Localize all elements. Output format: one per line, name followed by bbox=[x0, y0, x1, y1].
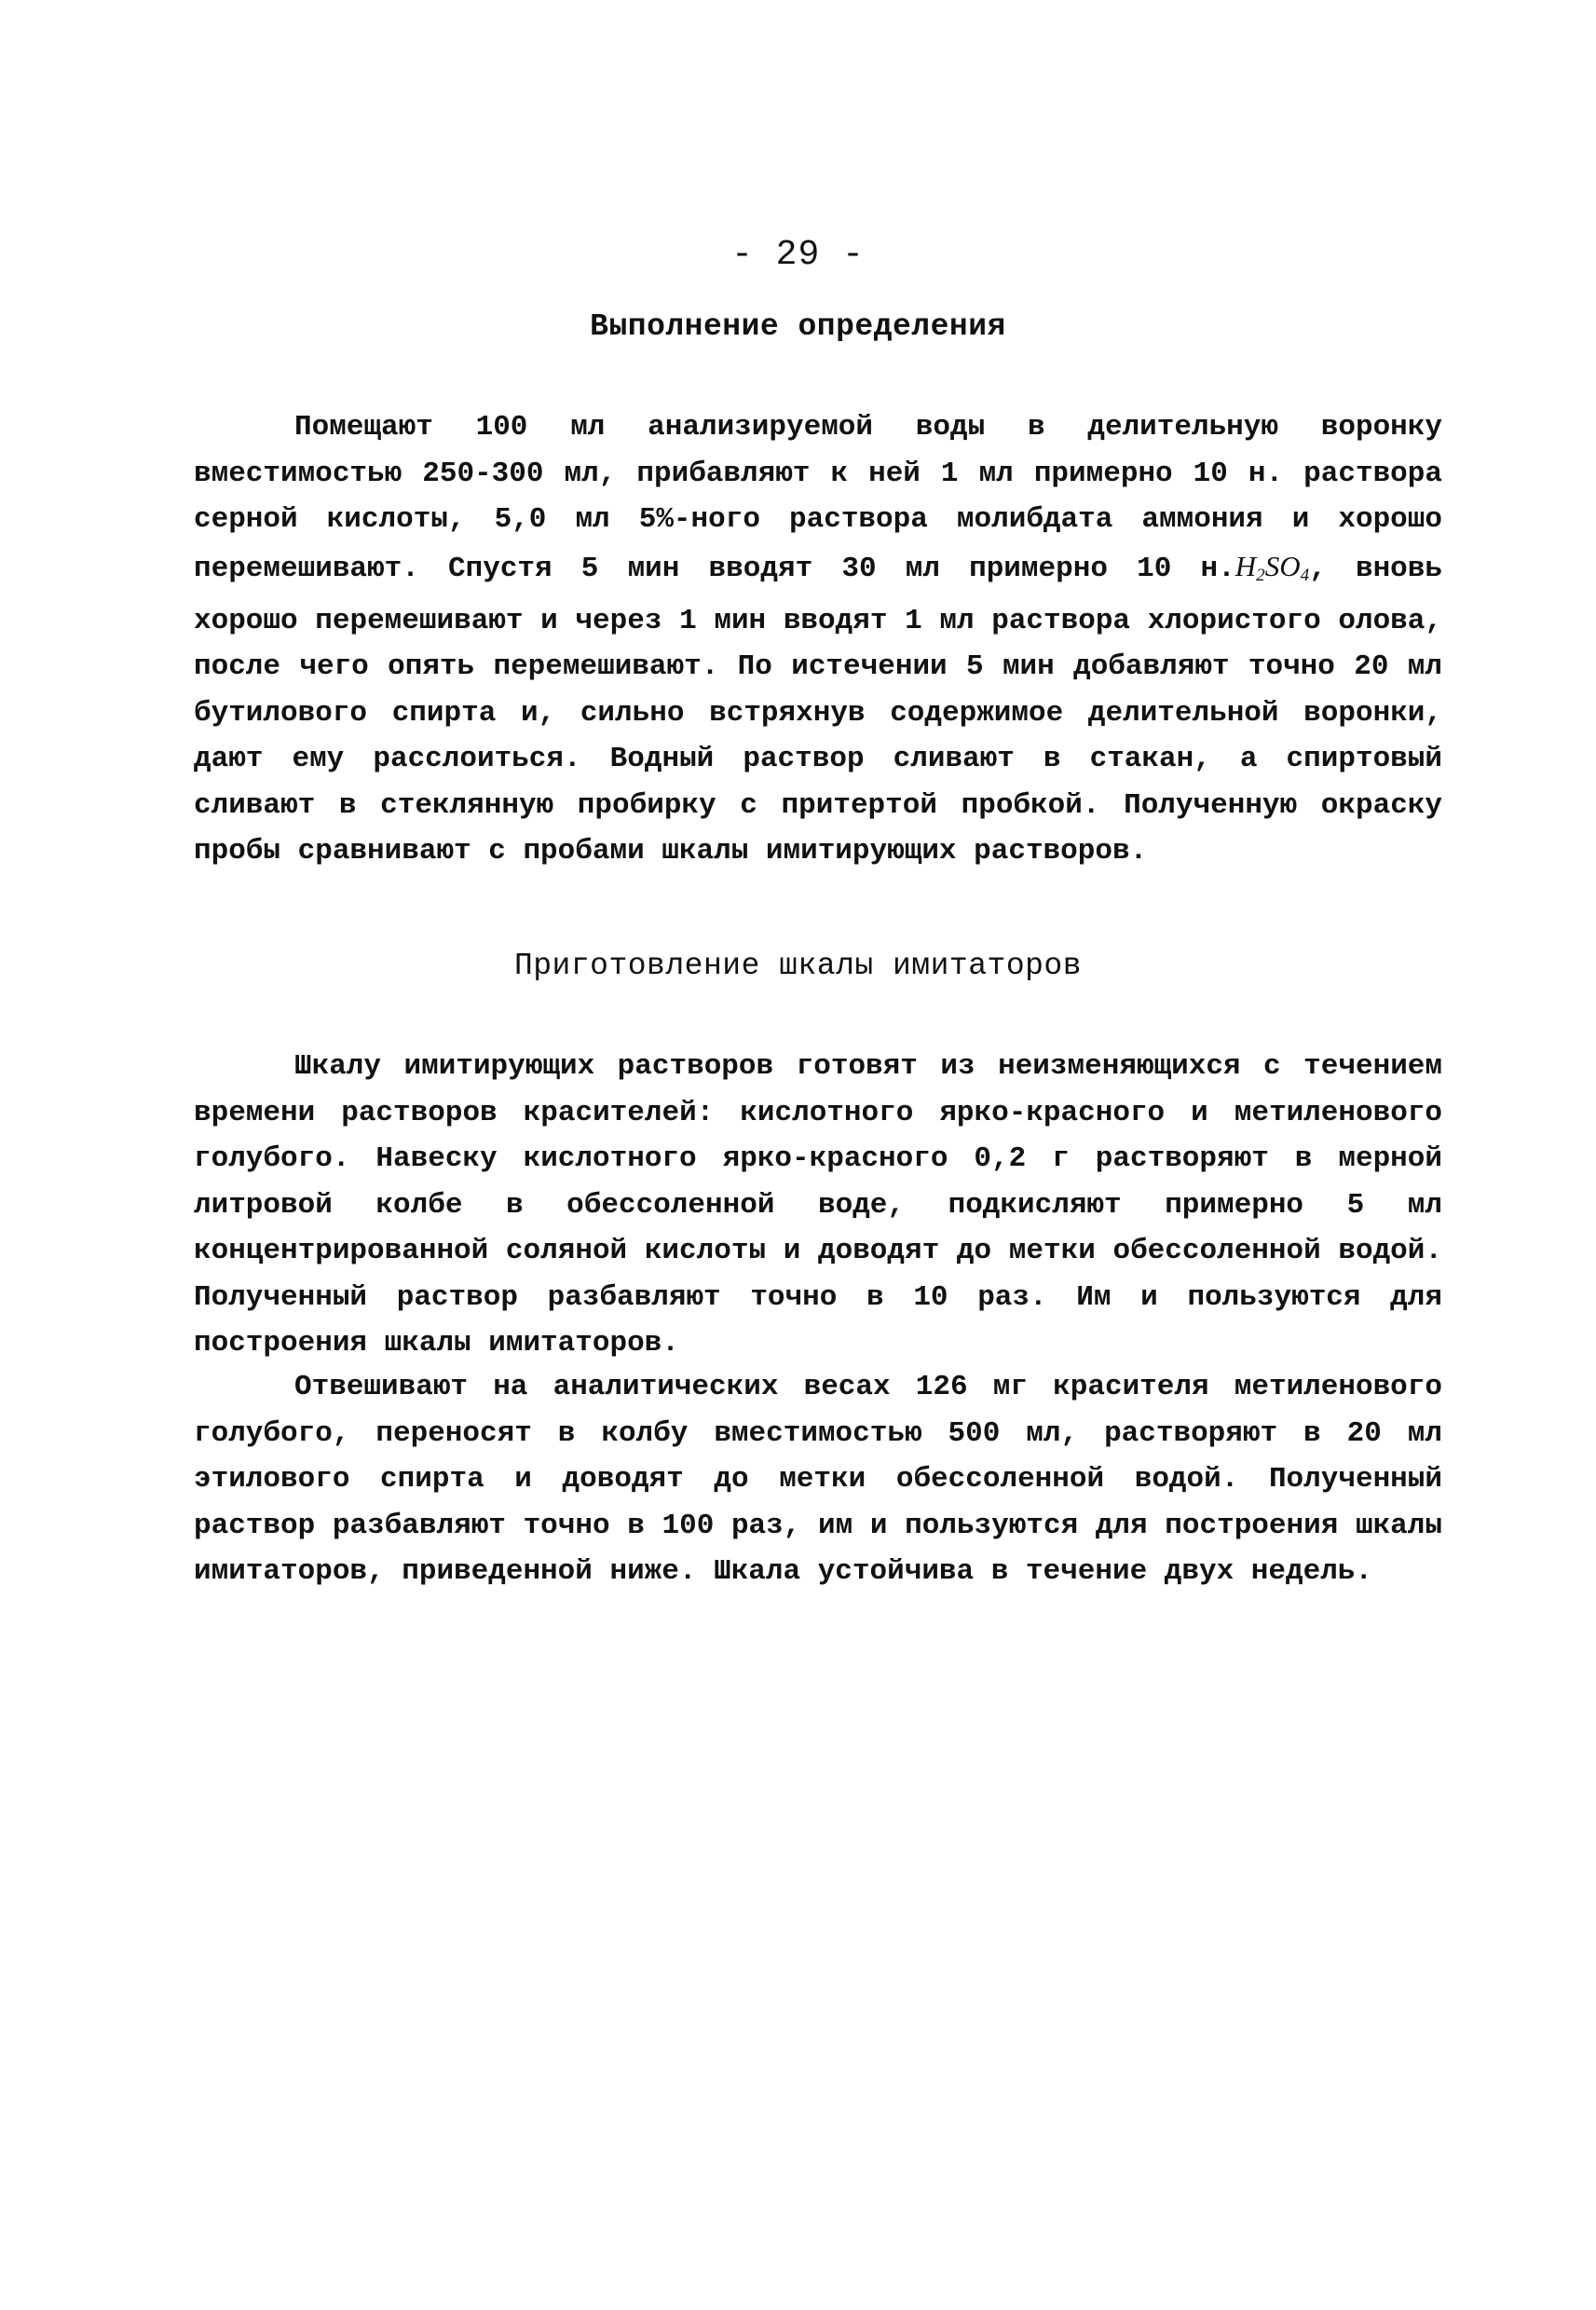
paragraph-procedure-text-end: , вновь хорошо перемешивают и через 1 мин вводят 1 мл раствора хлористого олова, после чего опять перемешивают. По истечении 5 мин добавляют точно 20 мл бутилового спирта и, сильно встряхнув содержимое делительной воронки, дают ему расслоиться. Водный раствор сливают в стакан, а спиртовый сливают в стеклянную пробирку с притертой пробкой. Полученную окраску пробы сравнивают с пробами шкалы имитирующих растворов. bbox=[194, 552, 1442, 868]
paragraph-procedure bbox=[194, 404, 1442, 875]
paragraph-scale-preparation: Шкалу имитирующих растворов готовят из неизменяющихся с течением времени растворов красителей: кислотного ярко-красного и метиленового голубого. Навеску кислотного ярко-красного 0,2 г растворяют в мерной литровой колбе в обессоленной воде, подкисляют примерно 5 мл концентрированной соляной кислоты и доводят до метки обессоленной водой. Полученный раствор разбавляют точно в 10 раз. Им и пользуются для построения шкалы имитаторов. bbox=[194, 1050, 1442, 1360]
section-heading-scale: Приготовление шкалы имитаторов bbox=[513, 949, 1083, 983]
section-heading-procedure: Выполнение определения bbox=[590, 309, 1006, 344]
sulfuric-acid-formula bbox=[1235, 549, 1310, 585]
formula-part-so: SO bbox=[1264, 549, 1301, 582]
page-number: - 29 - bbox=[731, 235, 865, 275]
paragraph-procedure-text-start: Помещают 100 мл анализируемой воды в делительную воронку вместимостью 250-300 мл, прибавляют к ней 1 мл примерно 10 н. раствора серной кислоты, 5,0 мл 5%-ного раствора молибдата аммония и хорошо перемешивают. Спустя 5 мин вводят 30 мл примерно 10 н. bbox=[194, 411, 1442, 585]
formula-subscript-2: 2 bbox=[1256, 565, 1265, 585]
formula-part-h: H bbox=[1235, 549, 1257, 582]
formula-subscript-4: 4 bbox=[1300, 565, 1310, 585]
paragraph-methylene-blue: Отвешивают на аналитических весах 126 мг красителя метиленового голубого, переносят в колбу вместимостью 500 мл, растворяют в 20 мл этилового спирта и доводят до метки обессоленной водой. Полученный раствор разбавляют точно в 100 раз, им и пользуются для построения шкалы имитаторов, приведенной ниже. Шкала устойчива в течение двух недель. bbox=[194, 1371, 1442, 1588]
